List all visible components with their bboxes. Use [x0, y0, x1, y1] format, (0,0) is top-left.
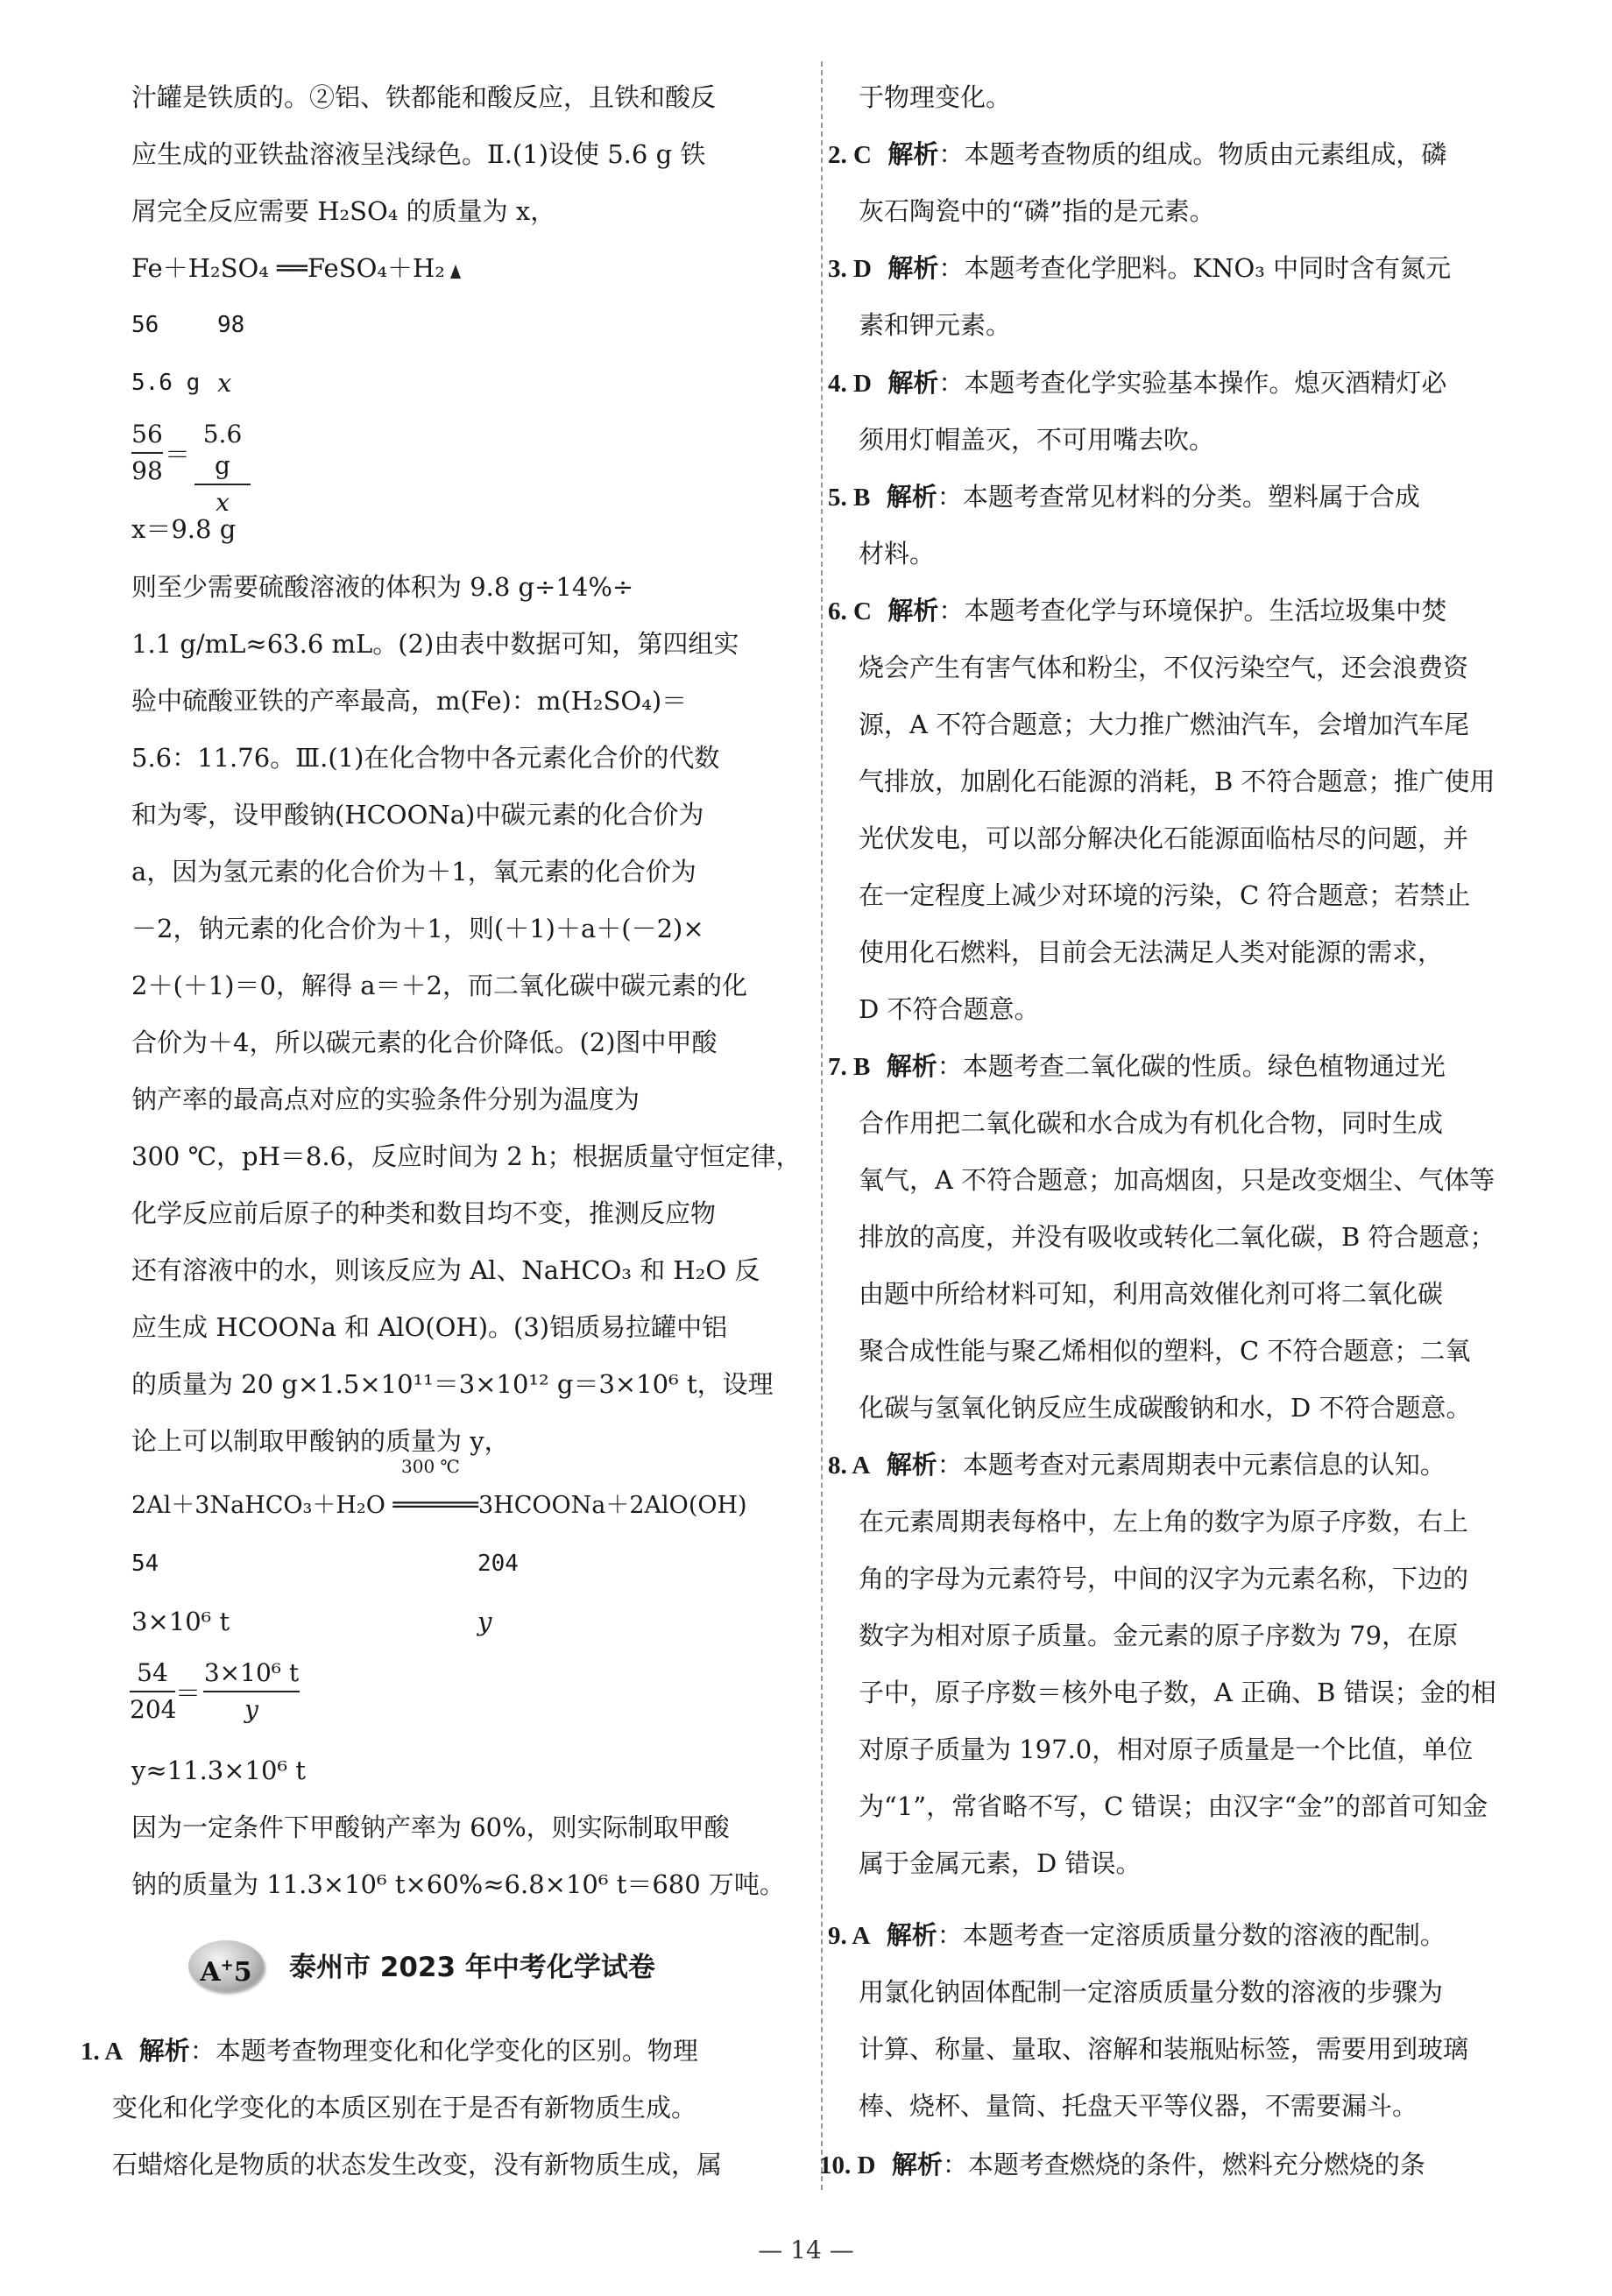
reaction-condition: 300 ℃ — [401, 1456, 460, 1477]
text-line: 灰石陶瓷中的“磷”指的是元素。 — [859, 196, 1215, 226]
text-line: 于物理变化。 — [859, 82, 1012, 112]
text-line: 氧气，A 不符合题意；加高烟囱，只是改变烟尘、气体等 — [859, 1165, 1495, 1195]
text-line: 排放的高度，并没有吸收或转化二氧化碳，B 符合题意； — [859, 1222, 1495, 1252]
unknown-x: x — [217, 368, 232, 398]
fraction-right-2: 3×10⁶ t y — [203, 1658, 300, 1724]
text-line: 属于金属元素，D 错误。 — [859, 1848, 1142, 1878]
section-badge: A+5 — [188, 1940, 264, 1991]
result-x: x＝9.8 g — [131, 514, 237, 544]
unknown-y: y — [477, 1607, 492, 1636]
text-line: 2＋(＋1)＝0，解得 a＝＋2，而二氧化碳中碳元素的化 — [131, 971, 747, 1000]
question-9: 9. A 解析：本题考查一定溶质质量分数的溶液的配制。 — [828, 1920, 1446, 1950]
text-line: 为“1”，常省略不写，C 错误；由汉字“金”的部首可知金 — [859, 1791, 1488, 1821]
molar-mass-hcoona: 204 — [477, 1551, 519, 1577]
equals-sign: ＝ — [165, 440, 191, 470]
text-line: 素和钾元素。 — [859, 310, 1012, 340]
text-line: 聚合成性能与聚乙烯相似的塑料，C 不符合题意；二氧 — [859, 1336, 1471, 1366]
question-10: 10. D 解析：本题考查燃烧的条件，燃料充分燃烧的条 — [819, 2150, 1425, 2179]
fraction-left-2: 54 204 — [130, 1658, 177, 1724]
question-8: 8. A 解析：本题考查对元素周期表中元素信息的认知。 — [828, 1450, 1446, 1480]
question-7: 7. B 解析：本题考查二氧化碳的性质。绿色植物通过光 — [828, 1051, 1446, 1081]
result-y: y≈11.3×10⁶ t — [131, 1756, 306, 1785]
text-line: 化碳与氢氧化钠反应生成碳酸钠和水，D 不符合题意。 — [859, 1393, 1472, 1423]
text-line: 计算、称量、量取、溶解和装瓶贴标签，需要用到玻璃 — [859, 2034, 1469, 2064]
text-line: 在一定程度上减少对环境的污染，C 符合题意；若禁止 — [859, 880, 1471, 910]
text-line: 还有溶液中的水，则该反应为 Al、NaHCO₃ 和 H₂O 反 — [131, 1255, 760, 1285]
text-line: 数字为相对原子质量。金元素的原子序数为 79，在原 — [859, 1621, 1459, 1650]
question-4: 4. D 解析：本题考查化学实验基本操作。熄灭酒精灯必 — [828, 368, 1447, 398]
text-line: 光伏发电，可以部分解决化石能源面临枯尽的问题，并 — [859, 823, 1469, 853]
text-line: 对原子质量为 197.0，相对原子质量是一个比值，单位 — [859, 1734, 1474, 1764]
gas-arrow-icon — [450, 265, 461, 279]
text-line: 用氯化钠固体配制一定溶质质量分数的溶液的步骤为 — [859, 1977, 1444, 2007]
text-line: 合作用把二氧化碳和水合成为有机化合物，同时生成 — [859, 1108, 1444, 1138]
text-line: 角的字母为元素符号，中间的汉字为元素名称，下边的 — [859, 1564, 1469, 1593]
equation-aluminum: 2Al＋3NaHCO₃＋H₂O ══════3HCOONa＋2AlO(OH) — [131, 1492, 747, 1519]
text-line: 石蜡熔化是物质的状态发生改变，没有新物质生成，属 — [112, 2150, 723, 2179]
text-line: 1.1 g/mL≈63.6 mL。(2)由表中数据可知，第四组实 — [131, 629, 739, 659]
text-line: 论上可以制取甲酸钠的质量为 y， — [131, 1426, 510, 1456]
given-mass: 5.6 g — [131, 370, 201, 396]
text-line: 屑完全反应需要 H₂SO₄ 的质量为 x， — [131, 196, 556, 226]
text-line: D 不符合题意。 — [859, 994, 1040, 1024]
question-5: 5. B 解析：本题考查常见材料的分类。塑料属于合成 — [828, 482, 1420, 512]
text-line: 气排放，加剧化石能源的消耗，B 不符合题意；推广使用 — [859, 767, 1495, 796]
text-line: 使用化石燃料，目前会无法满足人类对能源的需求， — [859, 937, 1444, 967]
text-line: 300 ℃，pH＝8.6，反应时间为 2 h；根据质量守恒定律， — [131, 1141, 802, 1171]
text-line: 汁罐是铁质的。②铝、铁都能和酸反应，且铁和酸反 — [131, 82, 717, 112]
text-line: 变化和化学变化的本质区别在于是否有新物质生成。 — [112, 2093, 697, 2123]
text-line: 在元素周期表每格中，左上角的数字为原子序数，右上 — [859, 1507, 1469, 1537]
question-6: 6. C 解析：本题考查化学与环境保护。生活垃圾集中焚 — [828, 596, 1447, 625]
equals-sign-2: ＝ — [175, 1678, 202, 1708]
text-line: 棒、烧杯、量筒、托盘天平等仪器，不需要漏斗。 — [859, 2091, 1418, 2121]
text-line: 钠的质量为 11.3×10⁶ t×60%≈6.8×10⁶ t＝680 万吨。 — [131, 1869, 785, 1899]
equation-iron-sulfuric: Fe＋H₂SO₄ ══FeSO₄＋H₂ — [131, 251, 461, 285]
text-line: 由题中所给材料可知，利用高效催化剂可将二氧化碳 — [859, 1279, 1444, 1309]
text-line: 应生成 HCOONa 和 AlO(OH)。(3)铝质易拉罐中铝 — [131, 1312, 728, 1342]
molar-mass-al: 54 — [131, 1551, 159, 1577]
text-line: 的质量为 20 g×1.5×10¹¹＝3×10¹² g＝3×10⁶ t，设理 — [131, 1369, 774, 1399]
text-line: 源，A 不符合题意；大力推广燃油汽车，会增加汽车尾 — [859, 710, 1470, 739]
section-title: 泰州市 2023 年中考化学试卷 — [289, 1952, 655, 1983]
fraction-left: 56 98 — [131, 420, 163, 485]
question-3: 3. D 解析：本题考查化学肥料。KNO₃ 中同时含有氮元 — [828, 253, 1452, 283]
text-line: 验中硫酸亚铁的产率最高，m(Fe)：m(H₂SO₄)＝ — [131, 686, 688, 716]
question-1: 1. A 解析：本题考查物理变化和化学变化的区别。物理 — [81, 2036, 698, 2066]
text-line: 和为零，设甲酸钠(HCOONa)中碳元素的化合价为 — [131, 800, 704, 830]
text-line: 材料。 — [859, 539, 936, 569]
text-line: a，因为氢元素的化合价为＋1，氧元素的化合价为 — [131, 857, 696, 887]
text-line: 应生成的亚铁盐溶液呈浅绿色。Ⅱ.(1)设使 5.6 g 铁 — [131, 139, 706, 169]
fraction-right: 5.6 g x — [194, 419, 251, 519]
text-line: 5.6：11.76。Ⅲ.(1)在化合物中各元素化合价的代数 — [131, 743, 720, 773]
text-line: －2，钠元素的化合价为＋1，则(＋1)＋a＋(－2)× — [131, 914, 704, 943]
text-line: 烧会产生有害气体和粉尘，不仅污染空气，还会浪费资 — [859, 653, 1469, 682]
molar-mass-a: 56 — [131, 312, 159, 338]
text-line: 因为一定条件下甲酸钠产率为 60%，则实际制取甲酸 — [131, 1812, 730, 1842]
text-line: 子中，原子序数＝核外电子数，A 正确、B 错误；金的相 — [859, 1678, 1496, 1707]
text-line: 化学反应前后原子的种类和数目均不变，推测反应物 — [131, 1198, 717, 1228]
question-2: 2. C 解析：本题考查物质的组成。物质由元素组成，磷 — [828, 139, 1447, 169]
al-mass: 3×10⁶ t — [131, 1607, 230, 1636]
text-line: 须用灯帽盖灭，不可用嘴去吹。 — [859, 425, 1215, 455]
molar-mass-b: 98 — [217, 312, 245, 338]
text-line: 则至少需要硫酸溶液的体积为 9.8 g÷14%÷ — [131, 572, 634, 602]
page-number: — 14 — — [758, 2236, 854, 2264]
column-divider — [821, 61, 823, 2190]
text-line: 合价为＋4，所以碳元素的化合价降低。(2)图中甲酸 — [131, 1028, 718, 1057]
text-line: 钠产率的最高点对应的实验条件分别为温度为 — [131, 1084, 640, 1114]
